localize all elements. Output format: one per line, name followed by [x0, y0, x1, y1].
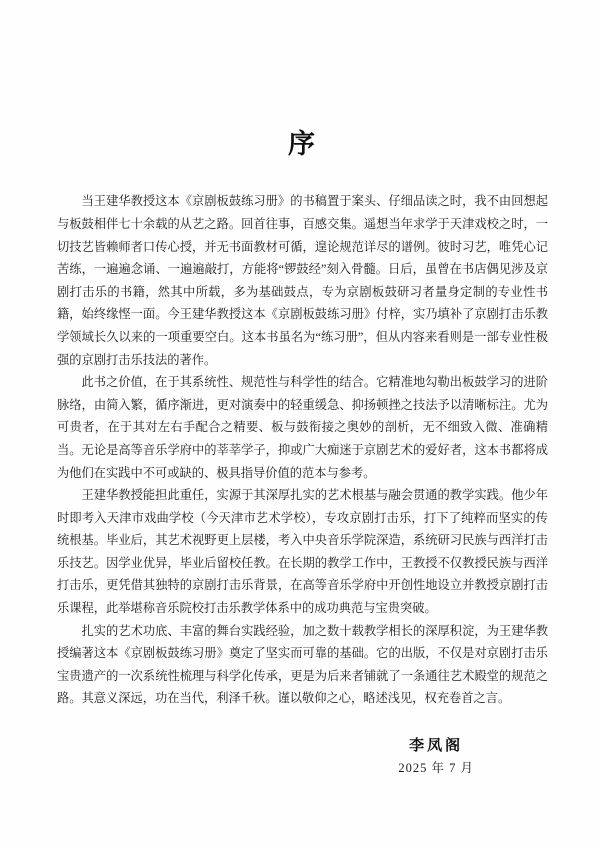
preface-paragraph-1: 当王建华教授这本《京剧板鼓练习册》的书稿置于案头、仔细品读之时，我不由回想起与板鼓相伴七十余载的从艺之路。回首往事，百感交集。遥想当年求学于天津戏校之时，一切技艺皆赖师者口传心授，并无书面教材可循，遑论规范详尽的谱例。彼时习艺，唯凭心记苦练，一遍遍念诵、一遍遍敲打，方能将“锣鼓经”刻入骨髓。日后，虽曾在书店偶见涉及京剧打击乐的书籍，然其中所载，多为基础鼓点，专为京剧板鼓研习者量身定制的专业性书籍，始终缘悭一面。今王建华教授这本《京剧板鼓练习册》付梓，实乃填补了京剧打击乐教学领域长久以来的一项重要空白。这本书虽名为“练习册”，但从内容来看则是一部专业性极强的京剧打击乐技法的著作。 — [57, 194, 548, 367]
signature-block — [398, 736, 474, 778]
preface-paragraph-4: 扎实的艺术功底、丰富的舞台实践经验，加之数十载教学相长的深厚积淀，为王建华教授编著这本《京剧板鼓练习册》奠定了坚实而可靠的基础。它的出版，不仅是对京剧打击乐宝贵遗产的一次系统性梳理与科学化传承，更是为后来者铺就了一条通往艺术殿堂的规范之路。其意义深远，功在当代，利泽千秋。谨以敬仰之心，略述浅见，权充卷首之言。 — [57, 623, 548, 706]
preface-paragraph-3: 王建华教授能担此重任，实源于其深厚扎实的艺术根基与融会贯通的教学实践。他少年时即考入天津市戏曲学校（今天津市艺术学校），专攻京剧打击乐，打下了纯粹而坚实的传统根基。毕业后，其艺术视野更上层楼，考入中央音乐学院深造，系统研习民族与西洋打击乐技艺。因学业优异，毕业后留校任教。在长期的教学工作中，王教授不仅教授民族与西洋打击乐，更凭借其独特的京剧打击乐背景，在高等音乐学府中开创性地设立并教授京剧打击乐课程，此举堪称音乐院校打击乐教学体系中的成功典范与宝贵突破。 — [57, 488, 548, 616]
preface-date: 2025 年 7 月 — [398, 761, 474, 776]
preface-paragraph-2: 此书之价值，在于其系统性、规范性与科学性的结合。它精准地勾勒出板鼓学习的进阶脉络，由简入繁，循序渐进，更对演奏中的轻重缓急、抑扬顿挫之技法予以清晰标注。尤为可贵者，在于其对左右手配合之精要、板与鼓衔接之奥妙的剖析，无不细致入微、准确精当。无论是高等音乐学府中的莘莘学子，抑或广大痴迷于京剧艺术的爱好者，这本书都将成为他们在实践中不可或缺的、极具指导价值的范本与参考。 — [57, 375, 548, 480]
page-title: 序 — [288, 129, 317, 159]
author-signature: 李凤阁 — [409, 738, 464, 755]
preface-body — [57, 190, 548, 710]
